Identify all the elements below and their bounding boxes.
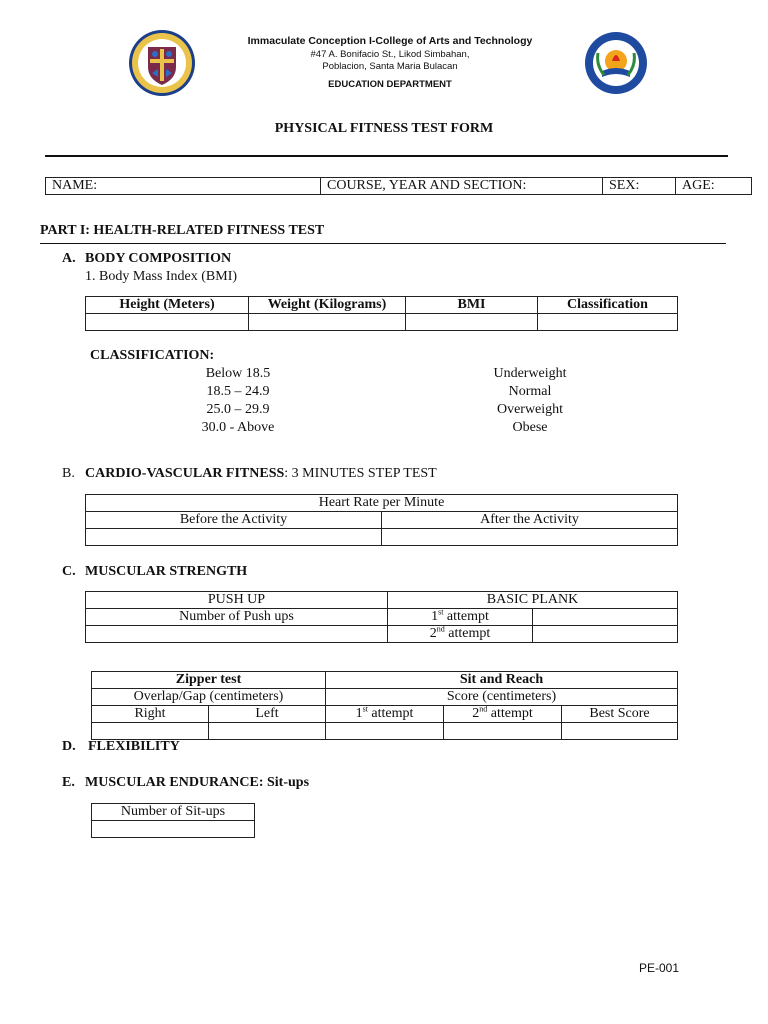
plank-attempt-1-cell[interactable] [533,609,678,626]
plank-attempt-1: 1st attempt [388,609,533,626]
title-divider [45,155,728,157]
zipper-left-cell[interactable] [209,723,326,740]
sit-reach-attempt-2-cell[interactable] [444,723,562,740]
bmi-table [85,296,678,331]
zipper-test-header: Zipper test [92,672,326,689]
classification-label-2: Normal [508,384,552,399]
bmi-header-bmi: BMI [406,297,538,314]
sit-reach-attempt-2: 2nd attempt [444,706,562,723]
age-field[interactable]: AGE: [676,178,752,195]
address-line-2: Poblacion, Santa Maria Bulacan [322,61,458,72]
education-department-logo [584,31,648,95]
zipper-right-cell[interactable] [92,723,209,740]
plank-attempt-2-cell[interactable] [533,626,678,643]
score-cm-header: Score (centimeters) [326,689,678,706]
before-activity-cell[interactable] [86,529,382,546]
part1-title: PART I: HEALTH-RELATED FITNESS TEST [40,223,325,238]
classification-range-4: 30.0 - Above [201,420,275,435]
heart-rate-header: Heart Rate per Minute [86,495,678,512]
name-field[interactable]: NAME: [46,178,321,195]
zipper-right-header: Right [92,706,209,723]
student-info-table [45,177,752,195]
form-title: PHYSICAL FITNESS TEST FORM [274,121,494,136]
zipper-left-header: Left [209,706,326,723]
bmi-value-cell[interactable] [406,314,538,331]
course-field[interactable]: COURSE, YEAR AND SECTION: [321,178,603,195]
bmi-height-cell[interactable] [86,314,249,331]
after-activity-cell[interactable] [382,529,678,546]
section-c-marker: C. [62,564,76,579]
classification-range-3: 25.0 – 29.9 [206,402,270,417]
bmi-header-weight: Weight (Kilograms) [249,297,406,314]
bmi-classification-cell[interactable] [538,314,678,331]
best-score-header: Best Score [562,706,678,723]
bmi-header-height: Height (Meters) [86,297,249,314]
section-c-title: MUSCULAR STRENGTH [85,564,248,579]
sit-ups-table [91,803,255,838]
classification-label-1: Underweight [493,366,567,381]
classification-range-1: Below 18.5 [205,366,271,381]
form-code: PE-001 [639,961,680,975]
muscular-strength-table [85,591,678,643]
section-e-title: MUSCULAR ENDURANCE: Sit-ups [85,775,310,790]
bmi-label: 1. Body Mass Index (BMI) [85,269,238,284]
after-activity-header: After the Activity [382,512,678,529]
bmi-header-classification: Classification [538,297,678,314]
section-a-title: BODY COMPOSITION [85,251,232,266]
push-up-header: PUSH UP [86,592,388,609]
sit-ups-header: Number of Sit-ups [92,804,255,821]
basic-plank-header: BASIC PLANK [388,592,678,609]
school-name: Immaculate Conception I-College of Arts and Technology [247,35,533,47]
sit-reach-attempt-1-cell[interactable] [326,723,444,740]
section-e-marker: E. [62,775,75,790]
before-activity-header: Before the Activity [86,512,382,529]
section-d-title: FLEXIBILITY [88,739,180,754]
section-b-marker: B. [62,466,75,481]
classification-label-3: Overweight [496,402,564,417]
plank-attempt-2: 2nd attempt [388,626,533,643]
address-line-1: #47 A. Bonifacio St., Likod Simbahan, [310,49,470,60]
section-b-heading [85,466,437,482]
department-name: EDUCATION DEPARTMENT [328,79,452,90]
section-a-marker: A. [62,251,76,266]
bmi-weight-cell[interactable] [249,314,406,331]
section-d-marker: D. [62,739,76,754]
sit-and-reach-header: Sit and Reach [326,672,678,689]
classification-title: CLASSIFICATION: [90,348,215,363]
push-ups-cell[interactable] [86,626,388,643]
sit-reach-attempt-1: 1st attempt [326,706,444,723]
classification-label-4: Obese [512,420,548,435]
sit-ups-cell[interactable] [92,821,255,838]
overlap-gap-header: Overlap/Gap (centimeters) [92,689,326,706]
section-b-title: CARDIO-VASCULAR FITNESS [85,466,285,481]
heart-rate-table [85,494,678,546]
flexibility-table [91,671,678,740]
part1-divider [40,243,726,244]
num-push-ups-header: Number of Push ups [86,609,388,626]
college-seal-logo [128,29,196,97]
section-b-suffix: : 3 MINUTES STEP TEST [284,466,437,481]
sex-field[interactable]: SEX: [603,178,676,195]
best-score-cell[interactable] [562,723,678,740]
classification-range-2: 18.5 – 24.9 [206,384,270,399]
